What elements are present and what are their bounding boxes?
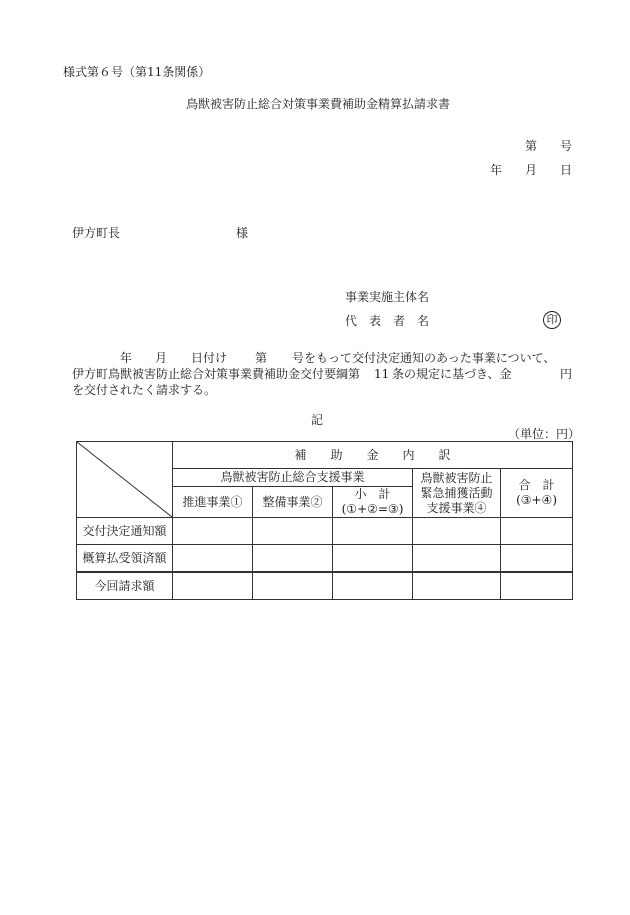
table-cell[interactable] [253, 518, 333, 545]
subsidy-breakdown-table [76, 441, 573, 600]
entity-label: 事業実施主体名 [345, 290, 430, 304]
table-cell[interactable] [173, 545, 253, 573]
table-cell[interactable] [501, 518, 573, 545]
body-line3: を交付されたく請求する。 [72, 383, 217, 397]
body-year: 年 [120, 351, 133, 365]
table-cell[interactable] [173, 572, 253, 600]
header-col1: 推進事業① [173, 487, 253, 518]
subtotal-line2: (①+②=③) [341, 502, 404, 516]
header-subtotal [333, 487, 413, 518]
table-cell[interactable] [333, 545, 413, 573]
table-cell[interactable] [413, 518, 501, 545]
table-cell[interactable] [333, 572, 413, 600]
total-line2: (③+④) [516, 493, 557, 507]
row-label-this-request: 今回請求額 [77, 572, 173, 600]
table-cell[interactable] [253, 545, 333, 573]
body-month: 月 [155, 351, 168, 365]
date-year: 年 [490, 163, 503, 177]
document-title: 鳥獣被害防止総合対策事業費補助金精算払請求書 [186, 97, 451, 111]
body-yen: 円 [560, 367, 573, 381]
table-cell[interactable] [253, 572, 333, 600]
body-dai: 第 [255, 351, 268, 365]
date-day: 日 [560, 163, 573, 177]
representative-label: 代 表 者 名 [345, 314, 430, 328]
header-col2: 整備事業② [253, 487, 333, 518]
body-line2c: 条の規定に基づき、金 [392, 367, 512, 381]
group2-line2: 緊急捕獲活動 [420, 485, 493, 500]
total-line1: 合 計 [518, 478, 555, 492]
addressee-sama: 様 [236, 226, 249, 240]
row-label-received: 概算払受領済額 [77, 545, 173, 573]
group2-line3: 支援事業④ [426, 500, 487, 515]
header-group2 [413, 469, 501, 518]
body-dated: 日付け [191, 351, 228, 365]
row-label-decision: 交付決定通知額 [77, 518, 173, 545]
doc-no-go: 号 [560, 139, 573, 153]
header-total [501, 469, 573, 518]
diagonal-line [77, 442, 172, 517]
body-line2a: 伊方町鳥獣被害防止総合対策事業費補助金交付要綱第 [72, 367, 361, 381]
diagonal-corner-cell [77, 442, 173, 518]
table-cell[interactable] [501, 545, 573, 573]
unit-label: （単位：円） [508, 427, 581, 441]
table-cell[interactable] [413, 545, 501, 573]
ki-label: 記 [311, 413, 324, 427]
table-cell[interactable] [501, 572, 573, 600]
seal-mark-icon: 印 [543, 311, 561, 329]
table-cell[interactable] [413, 572, 501, 600]
form-number: 様式第６号（第11条関係） [63, 65, 211, 79]
header-group1: 鳥獣被害防止総合支援事業 [173, 469, 413, 487]
addressee-name: 伊方町長 [72, 226, 121, 240]
header-main: 補 助 金 内 訳 [173, 442, 573, 469]
doc-no-dai: 第 [525, 139, 538, 153]
date-month: 月 [525, 163, 538, 177]
body-line2-article: 11 [374, 367, 390, 381]
table-cell[interactable] [173, 518, 253, 545]
table-cell[interactable] [333, 518, 413, 545]
subtotal-line1: 小 計 [354, 487, 391, 501]
body-line1-rest: 号をもって交付決定通知のあった事業について、 [292, 351, 556, 365]
group2-line1: 鳥獣被害防止 [420, 470, 493, 485]
